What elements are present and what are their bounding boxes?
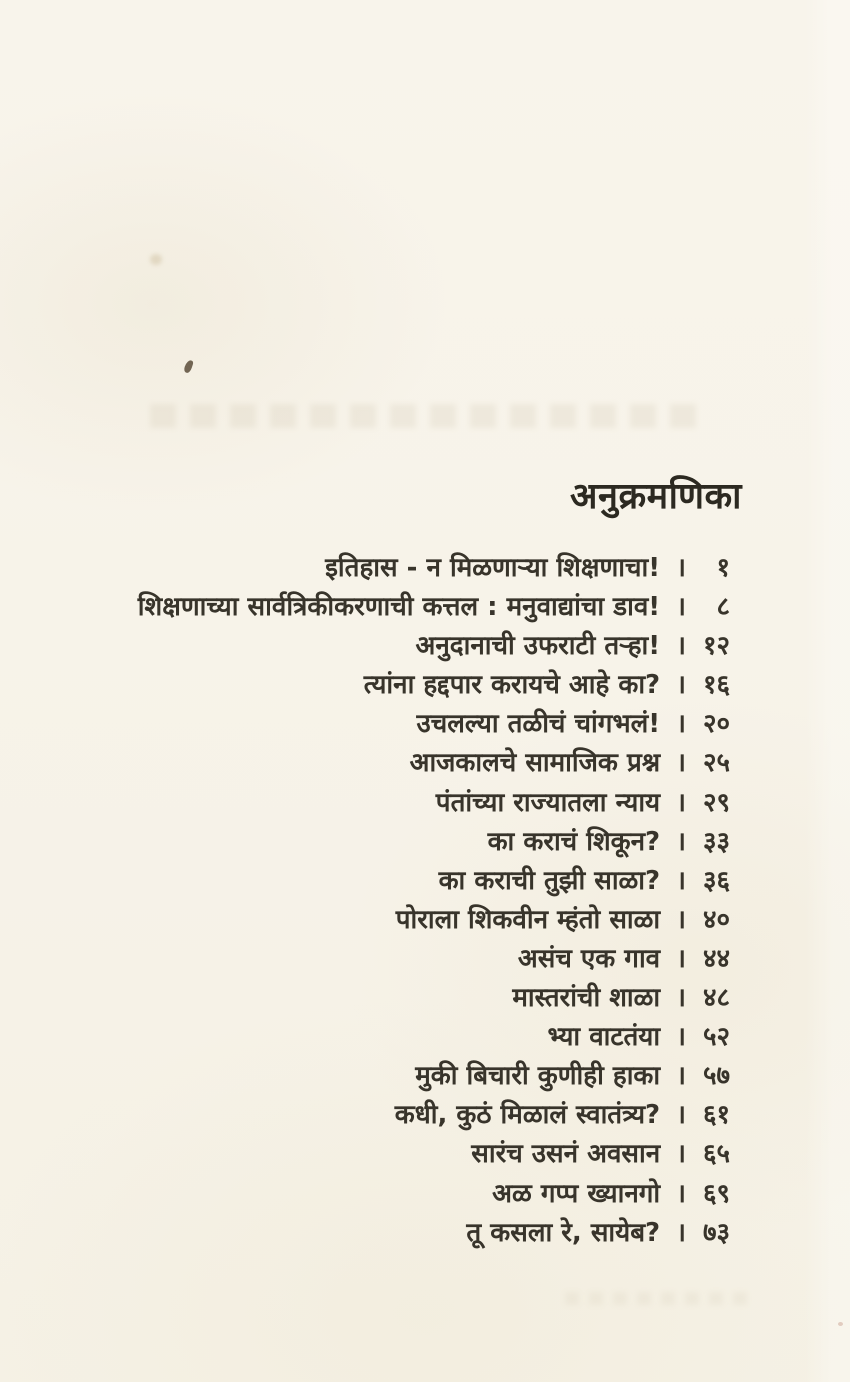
danda-separator: । [676, 709, 686, 740]
danda-separator: । [676, 983, 686, 1014]
chapter-title: उचलल्या तळीचं चांगभलं! [416, 709, 661, 740]
chapter-title: कधी, कुठं मिळालं स्वातंत्र्य? [394, 1100, 661, 1131]
toc-entry [60, 901, 730, 940]
page-number: ३३ [702, 826, 730, 857]
page-title: अनुक्रमणिका [570, 476, 742, 517]
danda-separator: । [676, 1178, 686, 1209]
dust-speck [838, 1322, 843, 1326]
chapter-title: असंच एक गाव [517, 943, 661, 974]
danda-separator: । [676, 553, 686, 583]
danda-separator: । [676, 748, 686, 779]
chapter-title: मुकी बिचारी कुणीही हाका [415, 1061, 661, 1092]
danda-separator: । [676, 1217, 686, 1248]
page-number: ५७ [702, 1061, 730, 1092]
page-number: २९ [702, 787, 730, 818]
toc-list [60, 549, 730, 1253]
danda-separator: । [676, 592, 686, 623]
danda-separator: । [676, 1100, 686, 1131]
chapter-title: का कराची तुझी साळा? [438, 865, 661, 896]
chapter-title: शिक्षणाच्या सार्वत्रिकीकरणाची कत्तल : मनुवाद्यांचा डाव! [137, 592, 661, 623]
chapter-title: का कराचं शिकून? [487, 826, 661, 857]
toc-entry [60, 823, 730, 862]
page-number: ६९ [702, 1178, 730, 1209]
toc-entry [60, 1018, 730, 1057]
toc-entry [60, 1175, 730, 1214]
danda-separator: । [676, 1061, 686, 1092]
chapter-title: सारंच उसनं अवसान [471, 1139, 661, 1170]
page-number: ८ [716, 592, 730, 623]
toc-entry [60, 979, 730, 1018]
page-edge-shading [805, 0, 850, 1382]
page-number: २५ [702, 748, 730, 779]
page-number: २० [702, 709, 730, 740]
chapter-title: भ्या वाटतंया [547, 1022, 661, 1053]
toc-entry [60, 784, 730, 823]
page-number: ४८ [702, 983, 730, 1014]
ink-speck [183, 359, 194, 374]
toc-entry [60, 666, 730, 705]
page-number: १६ [702, 670, 730, 701]
chapter-title: अनुदानाची उफराटी तऱ्हा! [415, 631, 661, 662]
chapter-title: इतिहास - न मिळणाऱ्या शिक्षणाचा! [325, 553, 661, 583]
toc-entry [60, 862, 730, 901]
toc-entry [60, 588, 730, 627]
danda-separator: । [676, 1022, 686, 1053]
chapter-title: मास्तरांची शाळा [512, 983, 661, 1014]
toc-entry [60, 744, 730, 783]
page-number: ६५ [702, 1139, 730, 1170]
toc-entry [60, 1096, 730, 1135]
toc-entry [60, 705, 730, 744]
chapter-title: पोराला शिकवीन म्हंतो साळा [395, 904, 661, 935]
toc-entry [60, 627, 730, 666]
danda-separator: । [676, 787, 686, 818]
danda-separator: । [676, 670, 686, 701]
toc-entry [60, 549, 730, 588]
chapter-title: त्यांना हद्दपार करायचे आहे का? [363, 670, 661, 701]
toc-entry [60, 940, 730, 979]
page-number: ३६ [702, 865, 730, 896]
chapter-title: पंतांच्या राज्यातला न्याय [435, 787, 661, 818]
toc-entry [60, 1214, 730, 1253]
toc-entry [60, 1057, 730, 1096]
chapter-title: तू कसला रे, सायेब? [466, 1217, 661, 1248]
page-number: १२ [702, 631, 730, 662]
danda-separator: । [676, 826, 686, 857]
toc-entry [60, 1135, 730, 1174]
page-number: १ [716, 553, 730, 583]
page-number: ४० [702, 904, 730, 935]
danda-separator: । [676, 631, 686, 662]
chapter-title: आजकालचे सामाजिक प्रश्न [409, 748, 661, 779]
page-number: ४४ [702, 943, 730, 974]
danda-separator: । [676, 865, 686, 896]
danda-separator: । [676, 943, 686, 974]
page-number: ७३ [702, 1217, 730, 1248]
page-number: ६१ [702, 1100, 730, 1131]
chapter-title: अळ गप्प ख्यानगो [492, 1178, 661, 1209]
danda-separator: । [676, 904, 686, 935]
showthrough-footer-ghost [565, 1292, 755, 1305]
page-number: ५२ [702, 1022, 730, 1053]
showthrough-text-ghost [150, 404, 710, 428]
danda-separator: । [676, 1139, 686, 1170]
paper-blemish [150, 254, 162, 265]
